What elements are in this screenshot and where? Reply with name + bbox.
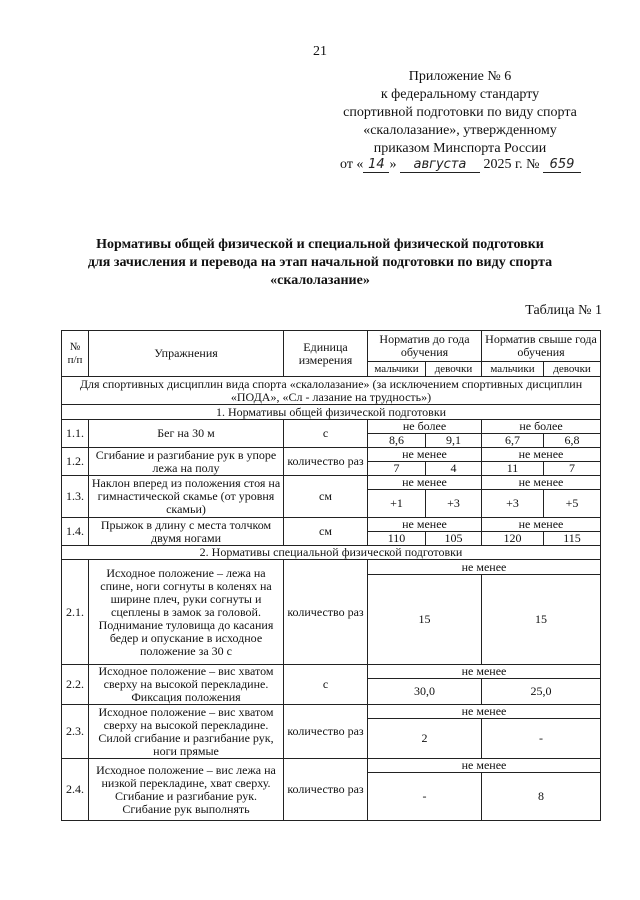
row-unit: см (284, 518, 368, 546)
table-row (62, 518, 601, 532)
row-unit: с (284, 665, 368, 705)
value-boys: 30,0 (368, 679, 482, 705)
row-condition: не менее (482, 518, 601, 532)
row-num: 1.1. (62, 420, 89, 448)
scope-row (62, 377, 601, 405)
row-condition: не менее (482, 476, 601, 490)
title-line: «скалолазание» (270, 273, 370, 288)
table-row (62, 759, 601, 773)
value-girls: 105 (426, 532, 482, 546)
value-girls: 9,1 (426, 434, 482, 448)
value-boys: 15 (368, 575, 482, 665)
header-num: № п/п (62, 331, 89, 377)
title-line: Нормативы общей физической и специальной физической подготовки (96, 237, 544, 252)
row-unit: с (284, 420, 368, 448)
appendix-block (300, 68, 620, 158)
value-boys: - (368, 773, 482, 821)
row-condition: не менее (368, 759, 601, 773)
header-group-after-year: Норматив свыше года обучения (482, 331, 601, 362)
value-boys: 120 (482, 532, 544, 546)
order-date-line (340, 157, 640, 173)
value-boys: +3 (482, 490, 544, 518)
appendix-line: спортивной подготовки по виду спорта (343, 105, 577, 120)
order-year: 2025 г. № (483, 157, 540, 172)
value-girls: 6,8 (544, 434, 601, 448)
appendix-line: приказом Минспорта России (373, 141, 547, 156)
scope-note: Для спортивных дисциплин вида спорта «скалолазание» (за исключением спортивных дисциплин «ПОДА», «Сл - лазание на трудность») (62, 377, 601, 405)
value-boys: +1 (368, 490, 426, 518)
value-girls: 15 (482, 575, 601, 665)
row-exercise: Исходное положение – вис хватом сверху на высокой перекладине. Фиксация положения (89, 665, 284, 705)
row-exercise: Наклон вперед из положения стоя на гимнастической скамье (от уровня скамьи) (89, 476, 284, 518)
section-row (62, 405, 601, 420)
row-condition: не менее (368, 705, 601, 719)
table-row (62, 476, 601, 490)
row-exercise: Сгибание и разгибание рук в упоре лежа на полу (89, 448, 284, 476)
row-exercise: Прыжок в длину с места толчком двумя ногами (89, 518, 284, 546)
row-num: 2.1. (62, 560, 89, 665)
table-label: Таблица № 1 (525, 303, 602, 318)
order-day: 14 (363, 157, 389, 173)
value-girls: - (482, 719, 601, 759)
row-exercise: Бег на 30 м (89, 420, 284, 448)
table-row (62, 705, 601, 719)
value-girls: 8 (482, 773, 601, 821)
value-boys: 6,7 (482, 434, 544, 448)
row-condition: не более (482, 420, 601, 434)
row-condition: не менее (368, 476, 482, 490)
row-num: 1.4. (62, 518, 89, 546)
value-girls: +5 (544, 490, 601, 518)
row-num: 2.3. (62, 705, 89, 759)
value-boys: 110 (368, 532, 426, 546)
header-exercise: Упражнения (89, 331, 284, 377)
order-quote-close: » (389, 157, 397, 172)
value-boys: 11 (482, 462, 544, 476)
order-number: 659 (543, 157, 581, 173)
row-condition: не менее (368, 518, 482, 532)
section-title: 2. Нормативы специальной физической подготовки (62, 546, 601, 560)
header-group-first-year: Норматив до года обучения (368, 331, 482, 362)
value-girls: 25,0 (482, 679, 601, 705)
row-condition: не менее (368, 448, 482, 462)
document-title (30, 236, 610, 290)
header-boys: мальчики (368, 362, 426, 377)
row-condition: не менее (368, 560, 601, 575)
row-unit: количество раз (284, 560, 368, 665)
header-girls: девочки (544, 362, 601, 377)
header-row (62, 331, 601, 362)
value-boys: 7 (368, 462, 426, 476)
norms-table (61, 330, 601, 821)
row-num: 2.4. (62, 759, 89, 821)
value-girls: 115 (544, 532, 601, 546)
row-unit: количество раз (284, 448, 368, 476)
value-girls: +3 (426, 490, 482, 518)
row-num: 2.2. (62, 665, 89, 705)
section-title: 1. Нормативы общей физической подготовки (62, 405, 601, 420)
table-row (62, 665, 601, 679)
row-unit: количество раз (284, 759, 368, 821)
header-boys: мальчики (482, 362, 544, 377)
table-row (62, 420, 601, 434)
row-num: 1.3. (62, 476, 89, 518)
row-condition: не более (368, 420, 482, 434)
order-prefix: от « (340, 157, 364, 172)
table-row (62, 448, 601, 462)
row-exercise: Исходное положение – вис хватом сверху на высокой перекладине. Силой сгибание и разгибание рук, ноги прямые (89, 705, 284, 759)
row-condition: не менее (368, 665, 601, 679)
page-number: 21 (313, 44, 327, 59)
title-line: для зачисления и перевода на этап начальной подготовки по виду спорта (87, 255, 553, 270)
order-month: августа (400, 157, 480, 173)
appendix-line: «скалолазание», утвержденному (363, 123, 557, 138)
table-row (62, 560, 601, 575)
section-row (62, 546, 601, 560)
row-unit: см (284, 476, 368, 518)
value-girls: 4 (426, 462, 482, 476)
appendix-line: к федеральному стандарту (380, 87, 540, 102)
row-exercise: Исходное положение – лежа на спине, ноги согнуты в коленях на ширине плеч, руки согнуты и сцеплены в замок за головой. Поднимание туловища до касания бедер и опускание в исходное положение за 30 с (89, 560, 284, 665)
value-girls: 7 (544, 462, 601, 476)
header-girls: девочки (426, 362, 482, 377)
header-unit: Единица измерения (284, 331, 368, 377)
appendix-line: Приложение № 6 (408, 69, 512, 84)
value-boys: 8,6 (368, 434, 426, 448)
row-exercise: Исходное положение – вис лежа на низкой перекладине, хват сверху. Сгибание и разгибание рук. Сгибание рук выполнять (89, 759, 284, 821)
row-unit: количество раз (284, 705, 368, 759)
value-boys: 2 (368, 719, 482, 759)
row-num: 1.2. (62, 448, 89, 476)
row-condition: не менее (482, 448, 601, 462)
